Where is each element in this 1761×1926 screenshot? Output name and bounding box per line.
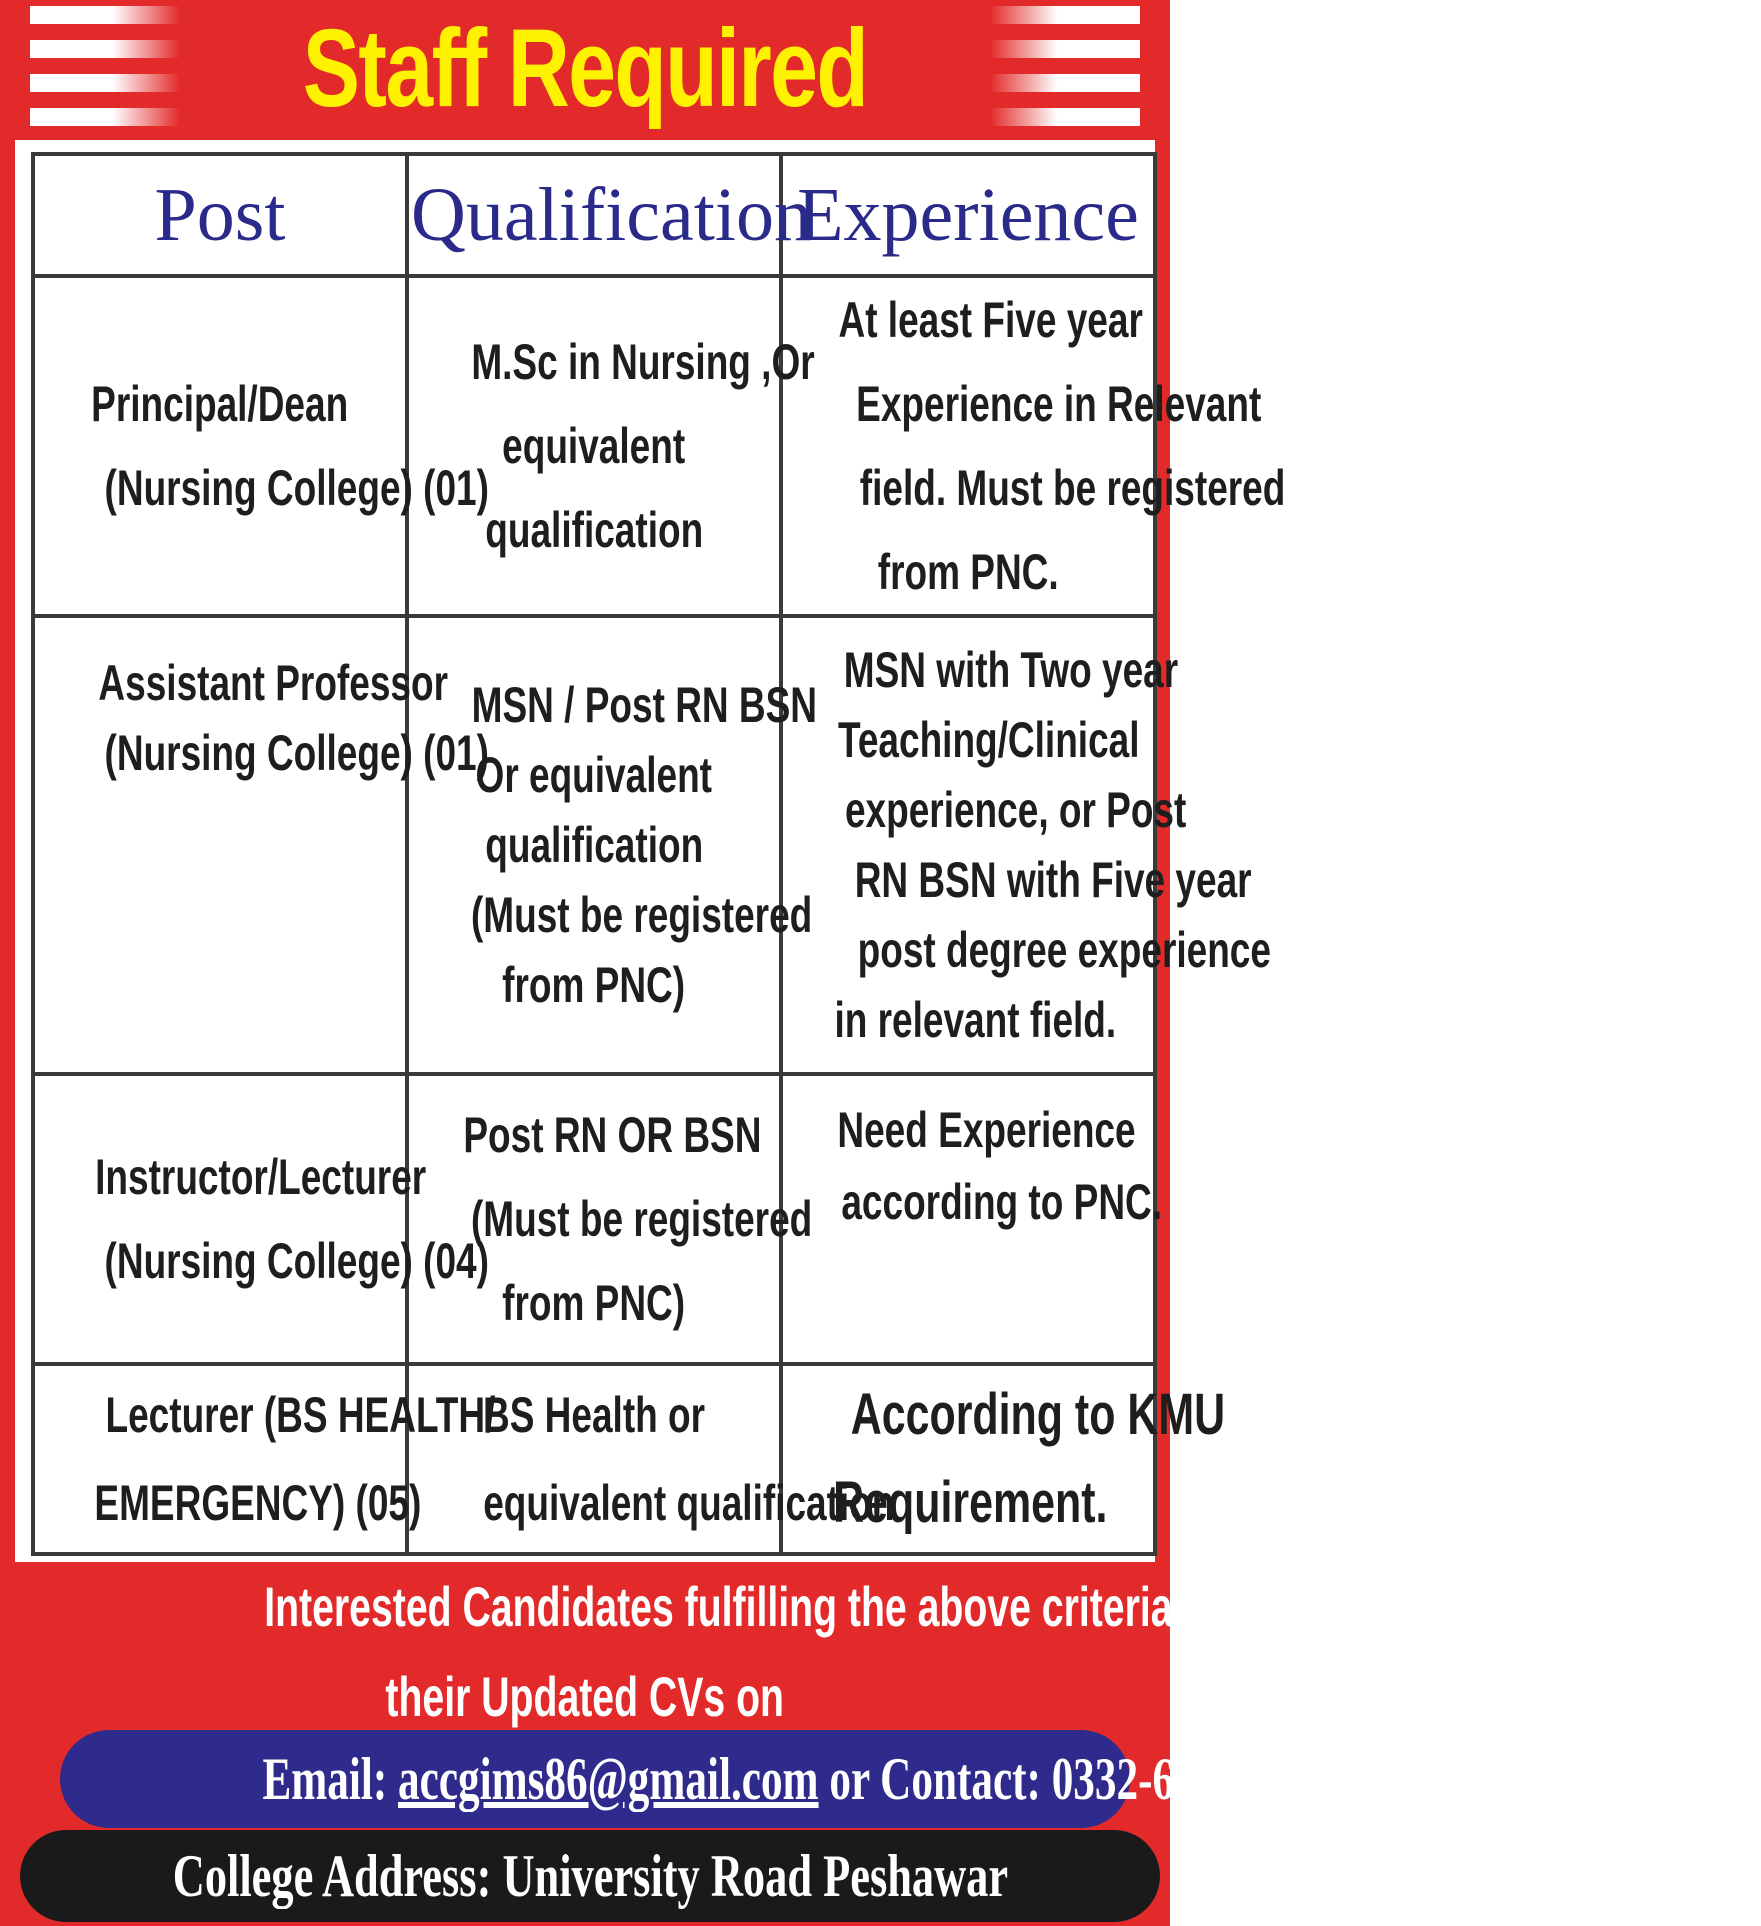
email-label: Email:: [262, 1746, 388, 1812]
application-instructions: [0, 1562, 1498, 1742]
post-cell: [33, 1074, 489, 1364]
experience-line: from PNC.: [877, 544, 1059, 600]
post-cell: [33, 276, 489, 616]
column-header-qualification: Qualification: [407, 154, 781, 276]
header-banner: [0, 0, 1170, 140]
qualification-line: Or equivalent: [475, 747, 713, 803]
post-line: (Nursing College) (01): [104, 460, 489, 516]
table-row: [33, 1074, 1155, 1364]
contact-bar: [60, 1730, 1304, 1828]
qualification-line: MSN / Post RN BSN: [471, 677, 818, 733]
experience-cell: [781, 276, 1286, 616]
experience-line: At least Five year: [838, 292, 1143, 348]
post-line: Instructor/Lecturer: [95, 1149, 427, 1205]
experience-line: According to KMU: [850, 1382, 1226, 1447]
staff-table: [31, 152, 1286, 1556]
table-header-row: [33, 154, 1155, 276]
post-line: (Nursing College) (01): [104, 725, 489, 781]
experience-line: Experience in Relevant: [856, 376, 1262, 432]
phone-number[interactable]: 0332-6060352: [1051, 1746, 1304, 1812]
experience-cell: [781, 1074, 1163, 1364]
experience-line: field. Must be registered: [859, 460, 1286, 516]
qualification-cell: [407, 616, 818, 1074]
qualification-line: from PNC): [502, 1275, 686, 1331]
qualification-line: qualification: [485, 502, 703, 558]
post-line: Assistant Professor: [98, 655, 448, 711]
qualification-line: M.Sc in Nursing ,Or: [471, 334, 815, 390]
post-line: (Nursing College) (04): [104, 1233, 489, 1289]
experience-line: Teaching/Clinical: [837, 712, 1140, 768]
address-bar: [20, 1830, 1160, 1922]
column-header-post: Post: [33, 154, 407, 276]
qualification-line: equivalent: [502, 418, 686, 474]
experience-line: MSN with Two year: [843, 642, 1179, 698]
table-panel: [15, 140, 1286, 1562]
college-address: College Address: University Road Peshawar: [172, 1843, 1008, 1909]
post-line: Lecturer (BS HEALTH/: [105, 1387, 496, 1443]
post-cell: [33, 1364, 496, 1554]
contact-label: or Contact:: [829, 1746, 1041, 1812]
column-header-experience: Experience: [781, 154, 1155, 276]
table-row: [33, 276, 1155, 616]
table-row: [33, 1364, 1155, 1554]
experience-line: post degree experience: [857, 922, 1271, 978]
email-link[interactable]: accgims86@gmail.com: [398, 1746, 819, 1812]
experience-cell: [781, 1364, 1226, 1554]
post-cell: [33, 616, 489, 1074]
qualification-line: equivalent qualification: [483, 1475, 895, 1531]
experience-line: Need Experience: [837, 1102, 1136, 1158]
experience-line: Requirement.: [833, 1470, 1108, 1535]
instructions-line-1: Interested Candidates fulfilling the above criteria may please send: [264, 1575, 1498, 1638]
qualification-line: (Must be registered: [470, 1191, 813, 1247]
qualification-line: qualification: [485, 817, 703, 873]
post-line: EMERGENCY) (05): [94, 1475, 422, 1531]
post-line: Principal/Dean: [91, 376, 349, 432]
qualification-line: (Must be registered: [470, 887, 813, 943]
experience-line: RN BSN with Five year: [854, 852, 1252, 908]
instructions-line-2: their Updated CVs on: [385, 1665, 785, 1728]
table-row: [33, 616, 1155, 1074]
qualification-line: from PNC): [502, 957, 686, 1013]
experience-line: in relevant field.: [834, 992, 1117, 1048]
qualification-line: Post RN OR BSN: [463, 1107, 762, 1163]
qualification-line: BS Health or: [482, 1387, 706, 1443]
experience-line: according to PNC.: [841, 1174, 1163, 1230]
experience-line: experience, or Post: [844, 782, 1187, 838]
page-title: Staff Required: [302, 7, 868, 130]
experience-cell: [781, 616, 1271, 1074]
